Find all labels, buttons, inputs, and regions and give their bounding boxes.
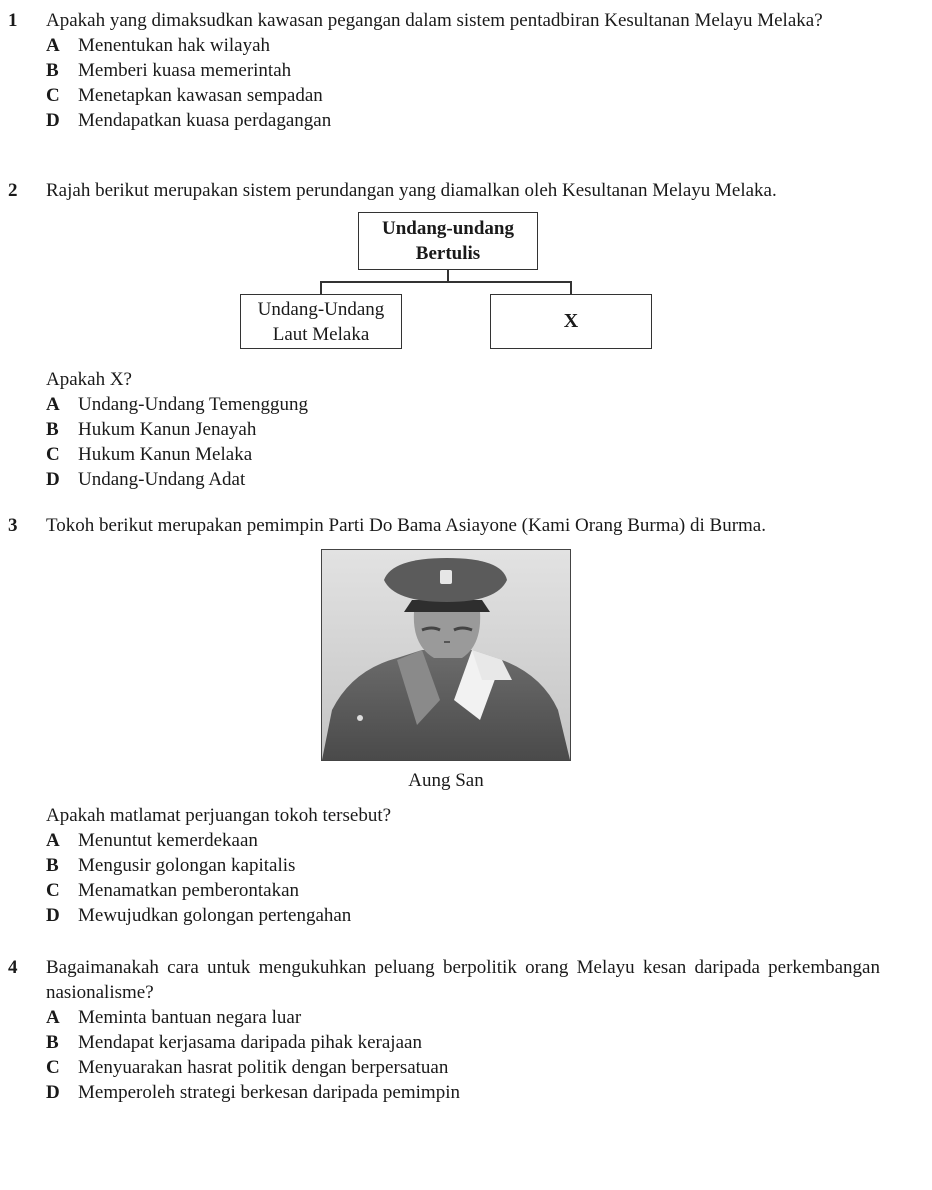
- option-d[interactable]: [46, 903, 880, 928]
- options-list: [46, 828, 880, 928]
- option-letter: A: [46, 1007, 60, 1028]
- option-c[interactable]: [46, 442, 880, 467]
- option-c[interactable]: [46, 878, 880, 903]
- option-text: Mendapatkan kuasa perdagangan: [78, 110, 332, 131]
- option-d[interactable]: [46, 108, 880, 133]
- question-text: Apakah yang dimaksudkan kawasan pegangan dalam sistem pentadbiran Kesultanan Melayu Melaka?: [46, 10, 823, 31]
- option-letter: C: [46, 444, 60, 465]
- option-c[interactable]: [46, 1055, 880, 1080]
- question-prompt: Apakah matlamat perjuangan tokoh tersebut?: [46, 805, 392, 826]
- question-number: 1: [8, 10, 18, 31]
- question-text: Rajah berikut merupakan sistem perundangan yang diamalkan oleh Kesultanan Melayu Melaka.: [46, 180, 777, 201]
- options-list: [46, 33, 880, 133]
- question-1: [8, 8, 880, 133]
- option-text: Menentukan hak wilayah: [78, 35, 271, 56]
- option-text: Undang-Undang Adat: [78, 469, 246, 490]
- diagram-right-box: X: [490, 294, 652, 349]
- option-b[interactable]: [46, 58, 880, 83]
- question-number: 2: [8, 180, 18, 201]
- option-text: Mengusir golongan kapitalis: [78, 855, 296, 876]
- portrait-image: [322, 550, 570, 760]
- option-text: Memperoleh strategi berkesan daripada pemimpin: [78, 1082, 460, 1103]
- option-letter: B: [46, 60, 59, 81]
- option-letter: D: [46, 110, 60, 131]
- diagram-top-box: Undang-undang Bertulis: [358, 212, 538, 270]
- question-prompt: Apakah X?: [46, 369, 132, 390]
- question-3-options: [8, 803, 880, 928]
- option-letter: B: [46, 1032, 59, 1053]
- option-text: Hukum Kanun Jenayah: [78, 419, 257, 440]
- option-letter: C: [46, 1057, 60, 1078]
- option-letter: D: [46, 1082, 60, 1103]
- option-text: Mendapat kerjasama daripada pihak kerajaan: [78, 1032, 422, 1053]
- question-number: 3: [8, 515, 18, 536]
- question-4: [8, 955, 880, 1105]
- connector-line: [320, 281, 570, 283]
- question-3: [8, 513, 880, 538]
- option-letter: D: [46, 905, 60, 926]
- option-letter: C: [46, 880, 60, 901]
- option-text: Menyuarakan hasrat politik dengan berpersatuan: [78, 1057, 449, 1078]
- question-2: [8, 178, 880, 203]
- option-text: Hukum Kanun Melaka: [78, 444, 253, 465]
- portrait-photo: [321, 549, 571, 761]
- option-text: Menetapkan kawasan sempadan: [78, 85, 323, 106]
- connector-line: [447, 269, 449, 281]
- option-letter: A: [46, 394, 60, 415]
- option-text: Menamatkan pemberontakan: [78, 880, 300, 901]
- question-text: Bagaimanakah cara untuk mengukuhkan peluang berpolitik orang Melayu kesan daripada perkembangan nasionalisme?: [46, 957, 880, 1003]
- option-letter: C: [46, 85, 60, 106]
- option-text: Mewujudkan golongan pertengahan: [78, 905, 352, 926]
- option-c[interactable]: [46, 83, 880, 108]
- option-b[interactable]: [46, 417, 880, 442]
- connector-line: [320, 281, 322, 295]
- option-d[interactable]: [46, 1080, 880, 1105]
- diagram-left-box: Undang-Undang Laut Melaka: [240, 294, 402, 349]
- option-a[interactable]: [46, 392, 880, 417]
- option-a[interactable]: [46, 1005, 880, 1030]
- option-d[interactable]: [46, 467, 880, 492]
- question-number: 4: [8, 957, 18, 978]
- option-letter: D: [46, 469, 60, 490]
- option-letter: A: [46, 35, 60, 56]
- option-letter: B: [46, 855, 59, 876]
- option-letter: A: [46, 830, 60, 851]
- connector-line: [570, 281, 572, 295]
- options-list: [46, 1005, 880, 1105]
- legal-system-diagram: [240, 212, 655, 352]
- option-b[interactable]: [46, 1030, 880, 1055]
- option-text: Undang-Undang Temenggung: [78, 394, 308, 415]
- option-letter: B: [46, 419, 59, 440]
- option-text: Menuntut kemerdekaan: [78, 830, 258, 851]
- option-text: Memberi kuasa memerintah: [78, 60, 292, 81]
- photo-caption: Aung San: [408, 770, 484, 791]
- question-text: Tokoh berikut merupakan pemimpin Parti Do Bama Asiayone (Kami Orang Burma) di Burma.: [46, 515, 766, 536]
- option-a[interactable]: [46, 33, 880, 58]
- options-list: [46, 392, 880, 492]
- option-a[interactable]: [46, 828, 880, 853]
- option-b[interactable]: [46, 853, 880, 878]
- question-2-options: [8, 367, 880, 492]
- option-text: Meminta bantuan negara luar: [78, 1007, 302, 1028]
